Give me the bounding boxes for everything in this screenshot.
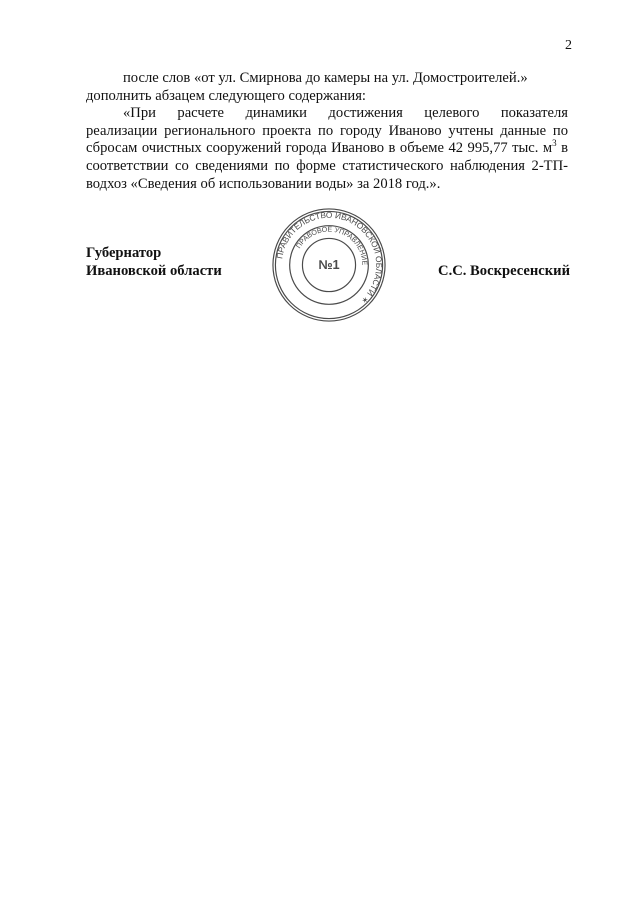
document-body — [86, 70, 568, 193]
quote-end-text: в соответствии со сведениями по форме статистического наблюдения 2-ТП-водхоз «Сведения об использовании воды» за 2018 год.». — [86, 140, 568, 192]
signatory-title-line1: Губернатор — [86, 245, 162, 261]
seal-number: №1 — [318, 256, 340, 272]
signatory-name: С.С. Воскресенский — [438, 263, 570, 279]
signatory-title — [86, 244, 222, 280]
quote-body-text: реализации регионального проекта по городу Иваново учтены данные по сбросам очистных сооружений города Иваново в объеме 42 995,77 тыс. м — [86, 122, 568, 157]
seal-inner-text: ПРАВОВОЕ УПРАВЛЕНИЕ — [294, 225, 369, 266]
amendment-cont-text: дополнить абзацем следующего содержания: — [86, 87, 366, 104]
official-seal — [270, 206, 388, 324]
amendment-text: после слов «от ул. Смирнова до камеры на ул. Домостроителей.» — [123, 70, 528, 86]
superscript-cubic: 3 — [552, 138, 557, 149]
signatory-title-line2: Ивановской области — [86, 263, 222, 279]
paragraph-amendment-cont — [86, 88, 568, 106]
paragraph-quote-body — [86, 123, 568, 193]
page-number: 2 — [565, 38, 572, 53]
paragraph-quote-first-line — [86, 105, 568, 123]
seal-ring-text: ПРАВИТЕЛЬСТВО ИВАНОВСКОЙ ОБЛАСТИ ✶ — [275, 210, 384, 306]
quote-first-line-text: «При расчете динамики достижения целевого показателя — [123, 105, 568, 122]
paragraph-amendment — [86, 70, 568, 88]
